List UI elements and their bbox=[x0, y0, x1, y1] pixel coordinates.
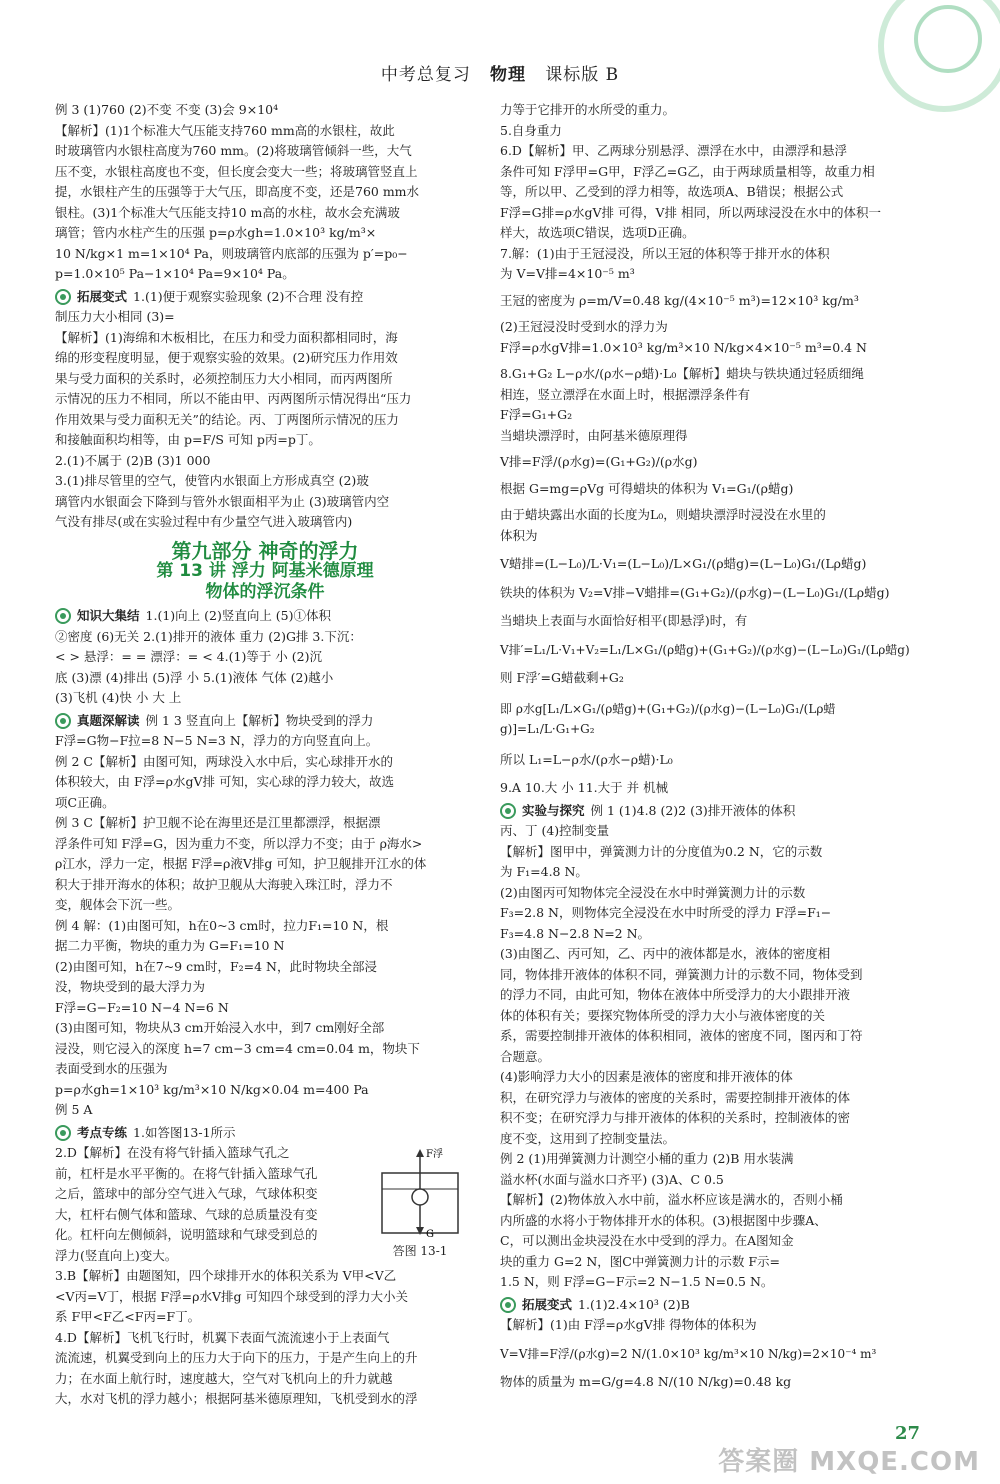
text-line: ρ江水，浮力一定，根据 F浮=ρ液V排g 可知，护卫舰排开江水的体 bbox=[55, 856, 427, 871]
text-line: (2)由图可知，h在7~9 cm时，F₂=4 N，此时物块全部浸 bbox=[55, 958, 377, 974]
text-line: 度不变，这用到了控制变量法。 bbox=[500, 1130, 676, 1146]
section-heading bbox=[55, 711, 475, 732]
section-icon bbox=[500, 803, 516, 819]
text-line: 大，水对飞机的浮力越小；根据阿基米德原理知，飞机受到水的浮 bbox=[55, 1391, 418, 1406]
text-line: 力等于它排开的水所受的重力。 bbox=[500, 102, 676, 117]
formula-line: 所以 L₁=L−ρ水/(ρ水−ρ蜡)·L₀ bbox=[500, 751, 673, 767]
text-line: 流流速，机翼受到向上的压力大于向下的压力，于是产生向上的升 bbox=[55, 1350, 418, 1365]
text-line: 1.5 N，则 F浮=G−F示=2 N−1.5 N=0.5 N。 bbox=[500, 1274, 774, 1289]
section-heading bbox=[500, 1295, 925, 1316]
text-line: 当蜡块上表面与水面恰好相平(即悬浮)时，有 bbox=[500, 613, 748, 628]
text-line: 1.(1)2.4×10³ (2)B bbox=[578, 1296, 690, 1312]
text-line: 例 5 A bbox=[55, 1102, 93, 1117]
figure-caption: 答图 13-1 bbox=[392, 1244, 448, 1258]
text-line: 表面受到水的压强为 bbox=[55, 1061, 168, 1076]
text-line: 【解析】(1)由 F浮=ρ水gV排 得物体的体积为 bbox=[500, 1317, 757, 1332]
text-line: 积不变；在研究浮力与排开液体的体积的关系时，控制液体的密 bbox=[500, 1110, 851, 1125]
section-label: 实验与探究 bbox=[522, 802, 585, 818]
answer-figure bbox=[365, 1145, 475, 1262]
header-series: 中考总复习 bbox=[380, 65, 471, 85]
right-column bbox=[500, 100, 925, 1401]
text-line: 为 V=V排=4×10⁻⁵ m³ bbox=[500, 266, 635, 281]
text-line: 积大于排开海水的体积；故护卫舰从大海驶入珠江时，浮力不 bbox=[55, 876, 393, 892]
text-line: 底 (3)漂 (4)排出 (5)浮 小 5.(1)液体 气体 (2)越小 bbox=[55, 669, 334, 685]
lecture-subtitle: 物体的浮沉条件 bbox=[205, 581, 325, 602]
text-line: 为 F₁=4.8 N。 bbox=[500, 864, 588, 879]
header-edition: 课标版 B bbox=[545, 65, 620, 85]
text-line: 等，所以甲、乙受到的浮力相等，故选项A、B错误；根据公式 bbox=[500, 184, 844, 199]
text-line: ②密度 (6)无关 2.(1)排开的液体 重力 (2)G排 3.下沉： bbox=[55, 628, 362, 644]
text-line: 的浮力不同，由此可知，物体在液体中所受浮力的大小跟排开液 bbox=[500, 987, 851, 1002]
section-label: 拓展变式 bbox=[522, 1296, 573, 1312]
text-line: 10 N/kg×1 m=1×10⁴ Pa，则玻璃管内底部的压强为 p′=p₀− bbox=[55, 245, 408, 261]
text-line: 1.(1)向上 (2)竖直向上 (5)①体积 bbox=[145, 608, 332, 623]
text-line: (3)由图乙、丙可知，乙、丙中的液体都是水，液体的密度相 bbox=[500, 946, 831, 961]
section-label: 考点专练 bbox=[77, 1124, 128, 1140]
text-line: 化。杠杆向左侧倾斜，说明篮球和气球受到总的 bbox=[55, 1227, 318, 1242]
text-line: 项C正确。 bbox=[55, 794, 115, 810]
section-label: 知识大集结 bbox=[77, 608, 140, 623]
section-label: 拓展变式 bbox=[77, 288, 128, 304]
section-icon bbox=[55, 1125, 71, 1141]
text-line: 例 4 解：(1)由图可知，h在0~3 cm时，拉力F₁=10 N，根 bbox=[55, 917, 389, 933]
text-line: 5.自身重力 bbox=[500, 122, 562, 138]
text-line: F浮=G物−F拉=8 N−5 N=3 N，浮力的方向竖直向上。 bbox=[55, 733, 379, 748]
text-line: 当蜡块漂浮时，由阿基米德原理得 bbox=[500, 427, 688, 443]
text-line: 大，杠杆右侧气体和篮球、气球的总质量没有变 bbox=[55, 1206, 318, 1222]
text-line: 条件可知 F浮甲=G甲，F浮乙=G乙，由于两球质量相等，故重力相 bbox=[500, 163, 875, 179]
text-line: 力；在水面上航行时，速度越大，空气对飞机向上的升力就越 bbox=[55, 1370, 393, 1386]
buoyancy-diagram bbox=[372, 1145, 468, 1241]
text-line: 作用效果与受力面积无关”的结论。丙、丁两图所示情况的压力 bbox=[55, 411, 399, 427]
text-line: 同，物体排开液体的体积不同，弹簧测力计的示数不同，物体受到 bbox=[500, 966, 863, 982]
text-line: 浸没，则它浸入的深度 h=7 cm−3 cm=4 cm=0.04 m，物块下 bbox=[55, 1040, 420, 1056]
page-header bbox=[0, 60, 1000, 85]
header-subject: 物理 bbox=[490, 65, 527, 85]
text-line: 例 3 (1)760 (2)不变 不变 (3)会 9×10⁴ bbox=[55, 102, 279, 117]
section-heading bbox=[500, 801, 925, 822]
text-line: 浮力(竖直向上)变大。 bbox=[55, 1247, 178, 1263]
section-heading bbox=[55, 287, 475, 308]
text-line: 块的重力 G=2 N，图C中弹簧测力计的示数 F示= bbox=[500, 1253, 780, 1269]
text-line: 【解析】图甲中，弹簧测力计的分度值为0.2 N，它的示数 bbox=[500, 843, 823, 859]
text-line: (4)影响浮力大小的因素是液体的密度和排开液体的体 bbox=[500, 1069, 793, 1084]
text-line: 据二力平衡，物块的重力为 G=F₁=10 N bbox=[55, 938, 285, 953]
text-line: 内所盛的水将小于物体排开水的体积。(3)根据图中步骤A、 bbox=[500, 1212, 827, 1228]
text-line: 9.A 10.大 小 11.大于 并 机械 bbox=[500, 780, 669, 795]
text-line: 丙、丁 (4)控制变量 bbox=[500, 823, 610, 838]
text-line: 由于蜡块露出水面的长度为L₀，则蜡块漂浮时浸没在水里的 bbox=[500, 507, 826, 522]
formula-line: V蜡排=(L−L₀)/L·V₁=(L−L₀)/L×G₁/(ρ蜡g)=(L−L₀)G₁/(Lρ蜡g) bbox=[500, 556, 867, 571]
text-line: p=ρ水gh=1×10³ kg/m³×10 N/kg×0.04 m=400 Pa bbox=[55, 1081, 369, 1097]
text-line: 【解析】(2)物体放入水中前，溢水杯应该是满水的，否则小桶 bbox=[500, 1192, 843, 1207]
formula-line: 则 F浮′=G蜡截剩+G₂ bbox=[500, 670, 624, 685]
text-line: 制压力大小相同 (3)= bbox=[55, 309, 175, 324]
text-line: 气没有排尽(或在实验过程中有少量空气进入玻璃管内) bbox=[55, 514, 353, 529]
text-line: 和接触面积均相等，由 p=F/S 可知 p丙=p丁。 bbox=[55, 432, 321, 447]
text-line: 6.D【解析】甲、乙两球分别悬浮、漂浮在水中，由漂浮和悬浮 bbox=[500, 143, 847, 158]
text-line: F₃=2.8 N，则物体完全浸没在水中时所受的浮力 F浮=F₁− bbox=[500, 905, 832, 920]
section-heading bbox=[55, 1123, 475, 1144]
text-line: 压不变，水银柱高度也不变，但长度会变大一些；将玻璃管竖直上 bbox=[55, 163, 418, 179]
text-line: 例 2 (1)用弹簧测力计测空小桶的重力 (2)B 用水装满 bbox=[500, 1151, 794, 1166]
text-line: 积，在研究浮力与液体的密度的关系时，需要控制排开液体的体 bbox=[500, 1089, 851, 1105]
text-line: 果与受力面积的关系时，必须控制压力大小相同，而丙两图所 bbox=[55, 370, 393, 386]
text-line: 【解析】(1)1个标准大气压能支持760 mm高的水银柱，故此 bbox=[55, 122, 395, 138]
force-label: F浮 bbox=[426, 1149, 443, 1160]
lecture-title: 第 13 讲 浮力 阿基米德原理 bbox=[156, 561, 374, 581]
text-line: 前，杠杆是水平平衡的。在将气针插入篮球气孔 bbox=[55, 1165, 318, 1181]
text-line: 体积为 bbox=[500, 527, 538, 543]
formula-line: 铁块的体积为 V₂=V排−V蜡排=(G₁+G₂)/(ρ水g)−(L−L₀)G₁/(Lρ蜡g) bbox=[500, 584, 890, 600]
formula-line: 王冠的密度为 ρ=m/V=0.48 kg/(4×10⁻⁵ m³)=12×10³ kg/m³ bbox=[500, 292, 859, 308]
section-label: 真题深解读 bbox=[77, 712, 140, 728]
text-line: 之后，篮球中的部分空气进入气球，气球体积变 bbox=[55, 1186, 318, 1201]
text-line: 体积较大，由 F浮=ρ水gV排 可知，实心球的浮力较大，故选 bbox=[55, 774, 394, 789]
formula-line: V排=F浮/(ρ水g)=(G₁+G₂)/(ρ水g) bbox=[500, 454, 698, 469]
text-line: (3)飞机 (4)快 小 大 上 bbox=[55, 690, 182, 705]
section-icon bbox=[500, 1297, 516, 1313]
text-line: <V丙=V丁，根据 F浮=ρ水V排g 可知四个球受到的浮力大小关 bbox=[55, 1288, 408, 1304]
text-line: 系，需要控制排开液体的体积相同，液体的密度不同，图丙和丁符 bbox=[500, 1028, 863, 1043]
formula-line: 物体的质量为 m=G/g=4.8 N/(10 N/kg)=0.48 kg bbox=[500, 1374, 792, 1389]
text-line: 1.如答图13-1所示 bbox=[133, 1124, 236, 1140]
text-line: 4.D【解析】飞机飞行时，机翼下表面气流流速小于上表面气 bbox=[55, 1329, 390, 1345]
text-line: 合题意。 bbox=[500, 1048, 551, 1064]
text-line: 璃管；管内水柱产生的压强 p=ρ水gh=1.0×10³ kg/m³× bbox=[55, 225, 377, 240]
page-number: 27 bbox=[894, 1423, 920, 1444]
text-line: 例 1 (1)4.8 (2)2 (3)排开液体的体积 bbox=[590, 802, 796, 818]
text-line: (2)由图丙可知物体完全浸没在水中时弹簧测力计的示数 bbox=[500, 884, 806, 900]
text-line: 例 2 C【解析】由图可知，两球没入水中后，实心球排开水的 bbox=[55, 753, 393, 769]
text-line: 没，物块受到的最大浮力为 bbox=[55, 979, 206, 994]
text-line: 2.D【解析】在没有将气针插入篮球气孔之 bbox=[55, 1145, 290, 1160]
formula-line: V排′=L₁/L·V₁+V₂=L₁/L×G₁/(ρ蜡g)+(G₁+G₂)/(ρ水g)−(L−L₀)G₁/(Lρ蜡g) bbox=[500, 642, 910, 657]
section-icon bbox=[55, 608, 71, 624]
text-line: 例 3 C【解析】护卫舰不论在海里还是江里都漂浮，根据漂 bbox=[55, 815, 381, 830]
watermark: 答案圈 MXQE.COM bbox=[718, 1447, 980, 1477]
formula-line: F浮=ρ水gV排=1.0×10³ kg/m³×10 N/kg×4×10⁻⁵ m³=0.4 N bbox=[500, 339, 867, 355]
text-line: (2)王冠浸没时受到水的浮力为 bbox=[500, 319, 668, 334]
text-line: 样大，故选项C错误，选项D正确。 bbox=[500, 225, 695, 240]
text-line: (3)由图可知，物块从3 cm开始浸入水中，到7 cm刚好全部 bbox=[55, 1020, 385, 1035]
text-line: C，可以测出金块浸没在水中受到的浮力。在A图知金 bbox=[500, 1233, 794, 1248]
text-line: 7.解：(1)由于王冠浸没，所以王冠的体积等于排开水的体积 bbox=[500, 245, 830, 261]
formula-line: 即 ρ水g[L₁/L×G₁/(ρ蜡g)+(G₁+G₂)/(ρ水g)−(L−L₀)G₁/(Lρ蜡g)]=L₁/L·G₁+G₂ bbox=[500, 701, 836, 736]
text-line: 溢水杯(水面与溢水口齐平) (3)A、C 0.5 bbox=[500, 1171, 724, 1187]
text-line: 【解析】(1)海绵和木板相比，在压力和受力面积都相同时，海 bbox=[55, 329, 398, 345]
text-line: 绵的形变程度明显，便于观察实验的效果。(2)研究压力作用效 bbox=[55, 350, 398, 365]
text-line: < > 悬浮：= = 漂浮：= < 4.(1)等于 小 (2)沉 bbox=[55, 649, 322, 664]
text-line: 8.G₁+G₂ L−ρ水/(ρ水−ρ蜡)·L₀【解析】蜡块与铁块通过轻质细绳 bbox=[500, 366, 864, 381]
text-line: 3.B【解析】由题图知，四个球排开水的体积关系为 V甲<V乙 bbox=[55, 1268, 397, 1283]
section-heading bbox=[55, 606, 475, 627]
section-icon bbox=[55, 713, 71, 729]
text-line: 变，舰体会下沉一些。 bbox=[55, 897, 181, 912]
text-line: 璃管内水银面会下降到与管外水银面相平为止 (3)玻璃管内空 bbox=[55, 493, 390, 509]
text-line: 体的体积有关；要探究物体所受的浮力大小与液体密度的关 bbox=[500, 1007, 826, 1023]
text-line: 2.(1)不属于 (2)B (3)1 000 bbox=[55, 452, 211, 468]
text-line: 1.(1)便于观察实验现象 (2)不合理 没有控 bbox=[133, 288, 364, 304]
part-title: 第九部分 神奇的浮力 bbox=[171, 538, 359, 563]
formula-line: 根据 G=mg=ρVg 可得蜡块的体积为 V₁=G₁/(ρ蜡g) bbox=[500, 480, 794, 496]
text-line: 系 F甲<F乙<F丙=F丁。 bbox=[55, 1309, 201, 1324]
text-line: 浮条件可知 F浮=G，因为重力不变，所以浮力不变；由于 ρ海水> bbox=[55, 835, 423, 851]
text-line: 提，水银柱产生的压强等于大气压，即高度不变，还是760 mm水 bbox=[55, 184, 420, 199]
gravity-label: G bbox=[426, 1229, 434, 1240]
formula-line: V=V排=F浮/(ρ水g)=2 N/(1.0×10³ kg/m³×10 N/kg)=2×10⁻⁴ m³ bbox=[500, 1346, 877, 1361]
formula-line: F浮=G₁+G₂ bbox=[500, 407, 573, 422]
section-icon bbox=[55, 289, 71, 305]
text-line: 时玻璃管内水银柱高度为760 mm。(2)将玻璃管倾斜一些，大气 bbox=[55, 143, 412, 158]
text-line: 示情况的压力不相同，所以不能由甲、丙两图所示情况得出“压力 bbox=[55, 391, 412, 406]
text-line: 例 1 3 竖直向上【解析】物块受到的浮力 bbox=[145, 712, 374, 728]
text-line: F₃=4.8 N−2.8 N=2 N。 bbox=[500, 925, 651, 941]
text-line: 3.(1)排尽管里的空气，使管内水银面上方形成真空 (2)玻 bbox=[55, 473, 369, 488]
text-line: F浮=G−F₂=10 N−4 N=6 N bbox=[55, 999, 229, 1015]
left-column bbox=[55, 100, 475, 1410]
text-line: 银柱。(3)1个标准大气压能支持10 m高的水柱，故水会充满玻 bbox=[55, 204, 400, 220]
text-line: F浮=G排=ρ水gV排 可得，V排 相同，所以两球浸没在水中的体积一 bbox=[500, 204, 881, 220]
text-line: 相连，竖立漂浮在水面上时，根据漂浮条件有 bbox=[500, 386, 751, 402]
text-line: p=1.0×10⁵ Pa−1×10⁴ Pa=9×10⁴ Pa。 bbox=[55, 266, 295, 281]
